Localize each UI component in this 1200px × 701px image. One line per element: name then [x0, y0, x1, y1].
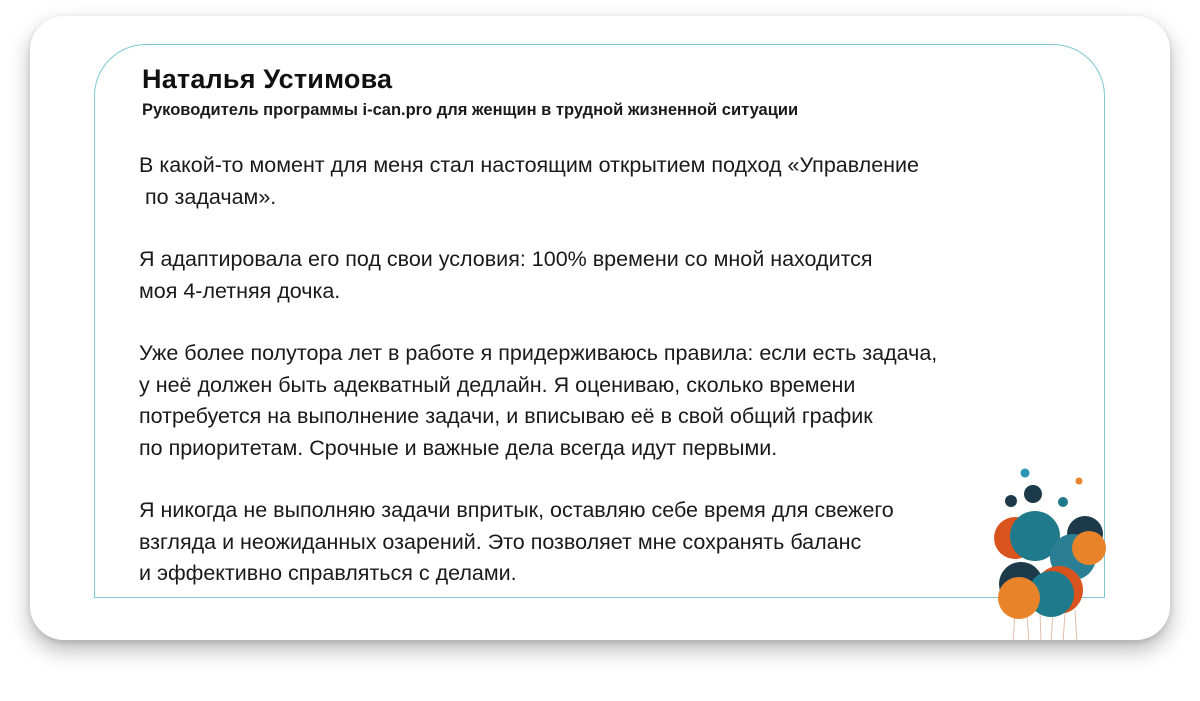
author-name: Наталья Устимова	[142, 64, 393, 94]
text-line: Я никогда не выполняю задачи впритык, оставляю себе время для свежего	[139, 498, 894, 522]
text-line: моя 4-летняя дочка.	[139, 278, 341, 303]
quote-body	[139, 150, 1039, 621]
text-line: взгляда и неожиданных озарений. Это позволяет мне сохранять баланс	[139, 529, 862, 554]
text-line: В какой-то момент для меня стал настоящим открытием подход «Управление	[139, 153, 920, 177]
text-line: Я адаптировала его под свои условия: 100% времени со мной находится	[139, 247, 873, 271]
balloons-icon	[985, 462, 1115, 642]
quote-paragraph	[139, 244, 1039, 307]
text-line: потребуется на выполнение задачи, и вписываю её в свой общий график	[139, 404, 873, 428]
text-line: по приоритетам. Срочные и важные дела всегда идут первыми.	[139, 435, 778, 460]
text-line: Уже более полутора лет в работе я придерживаюсь правила: если есть задача,	[139, 341, 938, 365]
quote-paragraph	[139, 495, 1039, 590]
text-line: и эффективно справляться с делами.	[139, 561, 517, 585]
text-line: по задачам».	[139, 184, 277, 209]
quote-paragraph	[139, 150, 1039, 213]
quote-paragraph	[139, 338, 1039, 464]
author-role: Руководитель программы i-can.pro для женщин в трудной жизненной ситуации	[142, 101, 799, 119]
text-line: у неё должен быть адекватный дедлайн. Я оцениваю, сколько времени	[139, 372, 856, 397]
